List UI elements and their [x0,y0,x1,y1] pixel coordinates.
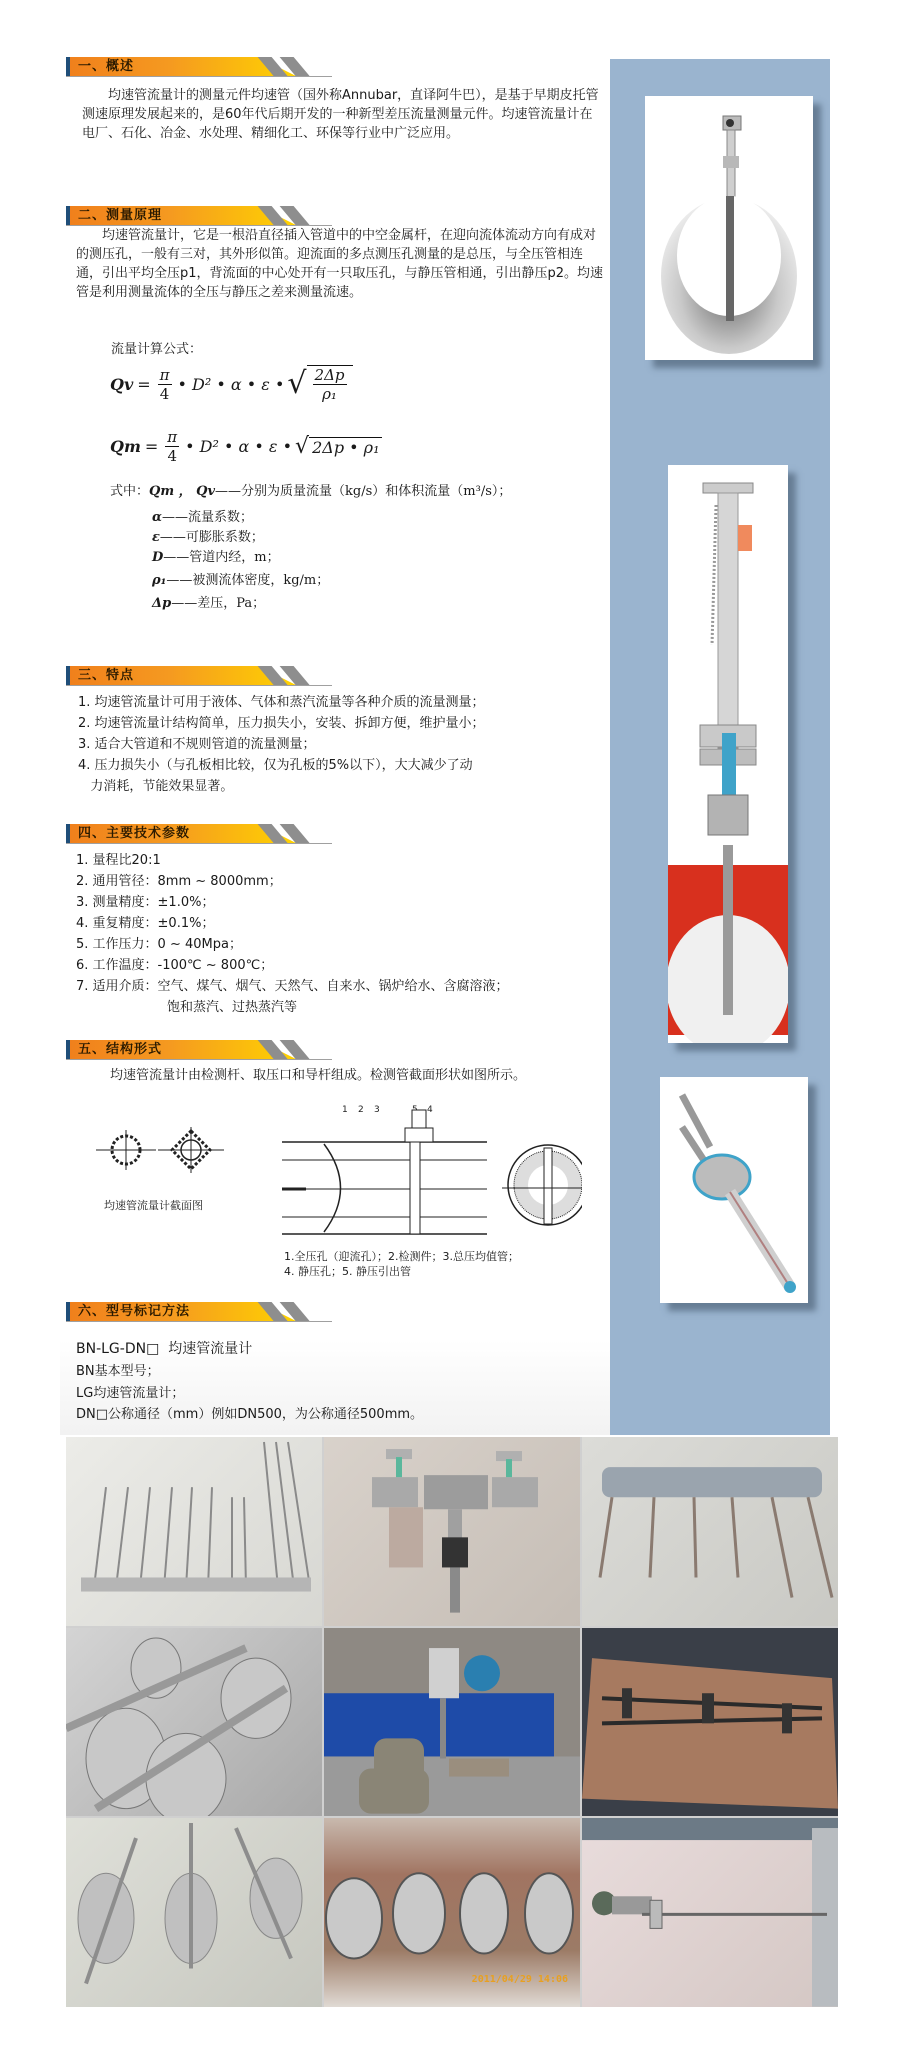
param-item: 5. 工作压力：0 ~ 40Mpa； [76,937,242,952]
flanged-probes-photo [66,1628,322,1817]
cross-section-diagram [96,1125,226,1175]
product-photo-gallery [66,1437,838,2007]
flanged-probes-standing-photo [66,1818,322,2007]
photo-timestamp: 2011/04/29 14:06 [471,1974,568,1985]
probe-structure-diagram [282,1100,582,1240]
probes-row-photo [66,1437,322,1626]
svg-text:3: 3 [374,1105,380,1115]
feature-item: 力消耗，节能效果显著。 [78,779,234,794]
formula-qm: Qm = $\frac{\pi}{4}$ • D² • α • ε • √ 2Δp • ρ₁ [110,428,382,465]
svg-text:1: 1 [342,1105,348,1115]
model-line: BN-LG-DN□ 均速管流量计 [76,1341,253,1357]
param-item: 6. 工作温度：-100℃ ~ 800℃； [76,958,274,973]
feature-item: 4. 压力损失小（与孔板相比较，仅为孔板的5%以下），大大减少了动 [78,758,473,773]
structure-paragraph: 均速管流量计由检测杆、取压口和导杆组成。检测管截面形状如图所示。 [110,1068,527,1083]
pipe-section-photo [645,96,813,360]
probe-flange-photo [660,1077,808,1303]
structure-caption-line2: 4. 静压孔；5. 静压引出管 [284,1265,411,1278]
assembled-meter-on-floor-photo [582,1818,838,2007]
model-line: LG均速管流量计； [76,1386,185,1401]
definition-row: Δp——差压，Pa； [152,596,266,611]
param-item: 饱和蒸汽、过热蒸汽等 [167,1000,298,1015]
feature-item: 3. 适合大管道和不规则管道的流量测量； [78,737,316,752]
svg-text:2: 2 [358,1105,364,1115]
section-header-principle [66,206,332,226]
definition-row: α——流量系数； [152,510,254,525]
section-title: 一、概述 [78,59,135,74]
param-item: 1. 量程比20:1 [76,853,161,868]
section-title: 六、型号标记方法 [78,1304,191,1319]
section-header-params [66,824,332,844]
section-title: 三、特点 [78,668,135,683]
principle-paragraph: 均速管流量计，它是一根沿直径插入管道中的中空金属杆，在迎向流体流动方向有成对的测压孔，一般有三对，其外形似笛。迎流面的多点测压孔测量的是总压，与全压管相连通，引出平均全压p1，背流面的中心处开有一只取压孔，与静压管相通，引出静压p2。均速管是利用测量流体的全压与静压之差来测量流速。 [76,228,604,300]
section-title: 四、主要技术参数 [78,826,191,841]
formula-lhs: Qv [110,374,134,394]
param-item: 3. 测量精度：±1.0%； [76,895,215,910]
structure-caption-line1: 1.全压孔（迎流孔）；2.检测件；3.总压均值管； [284,1250,519,1263]
probe-with-valve-photo [668,465,788,1043]
definition-row: ρ₁——被测流体密度，kg/m； [152,573,330,588]
param-item: 2. 通用管径：8mm ~ 8000mm； [76,874,282,889]
definition-row: 式中：Qm ， Qv——分别为质量流量（kg/s）和体积流量（m³/s）； [110,484,512,499]
feature-item: 2. 均速管流量计结构简单，压力损失小，安装、拆卸方便，维护量小； [78,716,485,731]
section-title: 五、结构形式 [78,1042,163,1057]
svg-text:4: 4 [427,1105,433,1115]
section-header-structure [66,1040,332,1060]
section-header-overview [66,57,332,77]
param-item: 4. 重复精度：±0.1%； [76,916,215,931]
definition-row: ε——可膨胀系数； [152,530,264,545]
model-line: BN基本型号； [76,1364,160,1379]
flanges-in-box-photo [324,1818,580,2007]
param-item: 7. 适用介质：空气、煤气、烟气、天然气、自来水、锅炉给水、含腐溶液； [76,979,509,994]
formula-lhs: Qm [110,437,141,456]
three-valve-manifold-photo [324,1437,580,1626]
probes-in-crate-photo [582,1628,838,1817]
overview-paragraph: 均速管流量计的测量元件均速管（国外称Annubar，直译阿牛巴），是基于早期皮托管测速原理发展起来的，是60年代后期开发的一种新型差压流量测量元件。均速管流量计在电厂、石化、冶金、水处理、精细化工、环保等行业中广泛应用。 [82,88,599,141]
cross-section-caption: 均速管流量计截面图 [104,1199,203,1212]
section-title: 二、测量原理 [78,208,163,223]
definition-row: D——管道内经，m； [152,550,280,565]
model-line: DN□公称通径（mm）例如DN500，为公称通径500mm。 [76,1407,424,1422]
probes-with-heads-photo [582,1437,838,1626]
formula-qv: Qv = $\frac{\pi}{4}$ • D² • α • ε • √ $\frac{2\Delta p}{\text{ρ₁}}$ [110,365,353,403]
section-header-features [66,666,332,686]
transmitter-assembly-photo [324,1628,580,1817]
formula-label: 流量计算公式： [111,342,203,357]
section-header-model [66,1302,332,1322]
feature-item: 1. 均速管流量计可用于液体、气体和蒸汽流量等各种介质的流量测量； [78,695,485,710]
